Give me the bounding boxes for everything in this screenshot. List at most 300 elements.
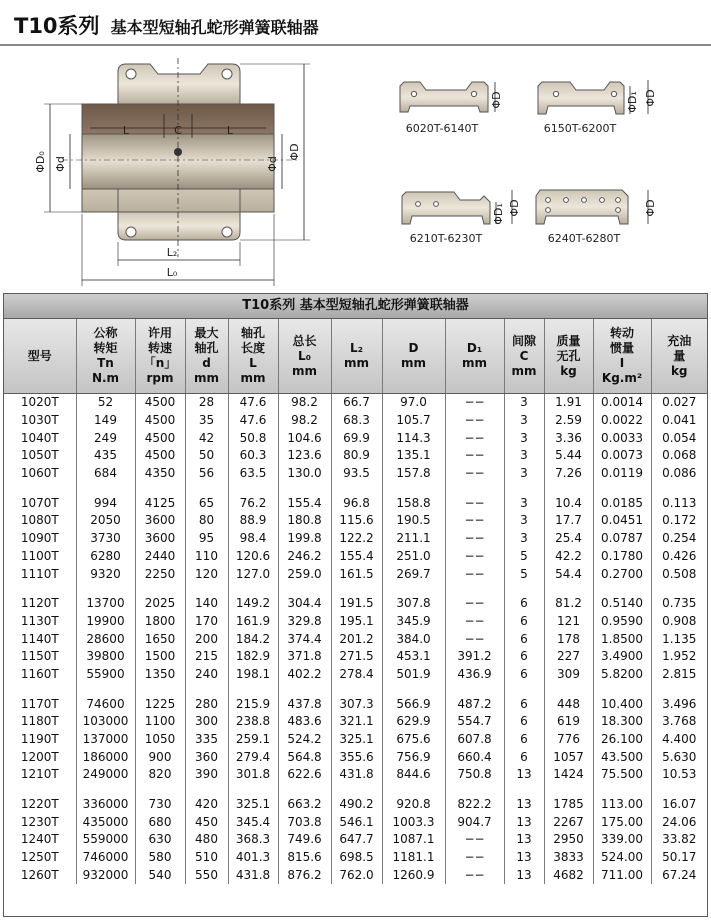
table-cell: −− xyxy=(445,565,504,583)
table-cell: −− xyxy=(445,595,504,613)
table-cell: 215 xyxy=(185,648,228,666)
column-header-line: Kg.m² xyxy=(601,371,643,385)
spacer-cell xyxy=(651,784,707,796)
table-cell: 480 xyxy=(185,831,228,849)
spacer-cell xyxy=(185,583,228,595)
table-cell: 550 xyxy=(185,867,228,885)
table-cell: 3 xyxy=(504,394,544,412)
table-cell: 524.2 xyxy=(278,731,331,749)
table-row xyxy=(4,813,707,831)
column-header-line: 轴孔 xyxy=(240,326,265,340)
column-header-9 xyxy=(504,319,544,394)
table-cell: 3 xyxy=(504,530,544,548)
spacer-cell xyxy=(593,482,651,494)
spacer-cell xyxy=(544,683,593,695)
table-cell: −− xyxy=(445,548,504,566)
table-cell: 13 xyxy=(504,867,544,885)
table-cell: 13 xyxy=(504,831,544,849)
table-cell: 1260.9 xyxy=(382,867,445,885)
column-header-4 xyxy=(228,319,278,394)
table-cell: 680 xyxy=(135,813,185,831)
table-cell: 175.00 xyxy=(593,813,651,831)
model-cell: 1200T xyxy=(4,748,76,766)
table-cell: 932000 xyxy=(76,867,135,885)
spacer-cell xyxy=(504,482,544,494)
table-cell: 711.00 xyxy=(593,867,651,885)
table-cell: 0.086 xyxy=(662,466,697,481)
model-cell: 1240T xyxy=(4,831,76,849)
table-cell: 554.7 xyxy=(445,713,504,731)
table-cell: 68.3 xyxy=(331,412,382,430)
column-header-line: L₂ xyxy=(350,341,363,355)
table-cell: 5.8200 xyxy=(593,666,651,684)
table-cell: 1500 xyxy=(135,648,185,666)
column-header-line: d xyxy=(202,356,211,370)
table-cell: 103000 xyxy=(76,713,135,731)
table-cell: 0.5140 xyxy=(593,595,651,613)
main-coupling-view xyxy=(34,58,310,286)
column-header-line: D xyxy=(408,341,419,355)
table-cell: 2950 xyxy=(544,831,593,849)
table-cell: 191.5 xyxy=(331,595,382,613)
table-cell: 1785 xyxy=(544,796,593,814)
table-cell: −− xyxy=(445,849,504,867)
table-cell: 121 xyxy=(544,613,593,631)
column-header-line: 惯量 xyxy=(609,341,634,355)
table-cell: 186000 xyxy=(76,748,135,766)
model-cell: 1090T xyxy=(4,530,76,548)
table-cell: 355.6 xyxy=(331,748,382,766)
column-header-6 xyxy=(331,319,382,394)
cover-variant-6150t-6200t xyxy=(538,80,657,135)
table-cell: 435000 xyxy=(76,813,135,831)
table-cell: 19900 xyxy=(76,613,135,631)
spacer-cell xyxy=(76,784,135,796)
table-cell: 211.1 xyxy=(382,530,445,548)
table-cell: 607.8 xyxy=(445,731,504,749)
table-cell: 149.2 xyxy=(228,595,278,613)
table-row xyxy=(4,748,707,766)
column-header-line: 长度 xyxy=(240,341,265,355)
table-row xyxy=(4,394,707,412)
column-header-line: 转矩 xyxy=(93,341,118,355)
table-row xyxy=(4,648,707,666)
spacer-cell xyxy=(331,683,382,695)
table-cell: 453.1 xyxy=(382,648,445,666)
table-cell: 698.5 xyxy=(331,849,382,867)
table-cell: 17.7 xyxy=(544,512,593,530)
column-header-line: I xyxy=(619,356,625,370)
table-cell: 178 xyxy=(544,630,593,648)
table-cell: 329.8 xyxy=(278,613,331,631)
table-cell: 42 xyxy=(185,429,228,447)
table-cell: 96.8 xyxy=(331,494,382,512)
table-row xyxy=(4,831,707,849)
spacer-cell xyxy=(76,482,135,494)
table-cell: 2440 xyxy=(135,548,185,566)
column-header-11 xyxy=(593,319,651,394)
table-cell: 1.8500 xyxy=(593,630,651,648)
spacer-cell xyxy=(4,784,76,796)
table-cell: 420 xyxy=(185,796,228,814)
cover-variant-6020t-6140t xyxy=(400,82,503,135)
table-cell: 703.8 xyxy=(278,813,331,831)
table-cell: 0.9590 xyxy=(593,613,651,631)
table-cell: 820 xyxy=(135,766,185,784)
model-cell: 1110T xyxy=(4,565,76,583)
table-cell: 2267 xyxy=(544,813,593,831)
table-cell: 95 xyxy=(185,530,228,548)
model-cell: 1210T xyxy=(4,766,76,784)
table-cell: 227 xyxy=(544,648,593,666)
table-cell: 0.0022 xyxy=(593,412,651,430)
table-cell: 249 xyxy=(76,429,135,447)
table-caption: T10系列 基本型短轴孔蛇形弹簧联轴器 xyxy=(4,294,707,319)
table-cell: 4500 xyxy=(135,447,185,465)
title-divider xyxy=(0,44,711,46)
column-header-line: rpm xyxy=(146,371,174,385)
table-row xyxy=(4,766,707,784)
table-cell: −− xyxy=(445,412,504,430)
spacer-cell xyxy=(331,784,382,796)
column-header-line: 许用 xyxy=(147,326,172,340)
table-cell: 580 xyxy=(135,849,185,867)
table-cell: 0.426 xyxy=(662,548,697,563)
table-cell: 0.0073 xyxy=(593,447,651,465)
table-cell: 278.4 xyxy=(331,666,382,684)
table-cell: 3 xyxy=(504,429,544,447)
table-row xyxy=(4,565,707,583)
table-cell: 43.500 xyxy=(593,748,651,766)
model-cell: 1180T xyxy=(4,713,76,731)
table-cell: 198.1 xyxy=(228,666,278,684)
table-cell: 368.3 xyxy=(228,831,278,849)
spacer-cell xyxy=(228,482,278,494)
model-cell: 1060T xyxy=(4,465,76,483)
spacer-cell xyxy=(185,482,228,494)
cover2-caption: 6150T-6200T xyxy=(543,122,617,135)
table-row xyxy=(4,731,707,749)
table-cell: 776 xyxy=(544,731,593,749)
table-cell: 80 xyxy=(185,512,228,530)
table-row xyxy=(4,447,707,465)
table-cell: 47.6 xyxy=(228,394,278,412)
table-cell: 104.6 xyxy=(278,429,331,447)
table-cell: 7.26 xyxy=(544,465,593,483)
table-cell: 3.36 xyxy=(544,429,593,447)
spacer-cell xyxy=(228,784,278,796)
table-cell: 63.5 xyxy=(228,465,278,483)
table-cell: 2025 xyxy=(135,595,185,613)
column-header-line: 轴孔 xyxy=(194,341,219,355)
table-cell: 135.1 xyxy=(382,447,445,465)
column-header-8 xyxy=(445,319,504,394)
table-cell: 1.91 xyxy=(544,394,593,412)
spacer-cell xyxy=(4,683,76,695)
table-cell: 6 xyxy=(504,713,544,731)
table-cell: 4500 xyxy=(135,412,185,430)
model-cell: 1190T xyxy=(4,731,76,749)
table-row xyxy=(4,530,707,548)
model-cell: 1220T xyxy=(4,796,76,814)
model-cell: 1140T xyxy=(4,630,76,648)
table-cell: 158.8 xyxy=(382,494,445,512)
table-cell: 3.768 xyxy=(662,714,697,729)
spacer-cell xyxy=(544,583,593,595)
table-cell: 182.9 xyxy=(228,648,278,666)
table-cell: 195.1 xyxy=(331,613,382,631)
table-cell: 0.0451 xyxy=(593,512,651,530)
spacer-cell xyxy=(278,482,331,494)
table-cell: 0.054 xyxy=(662,430,697,445)
spacer-cell xyxy=(228,583,278,595)
column-header-line: kg xyxy=(670,363,688,378)
table-cell: 756.9 xyxy=(382,748,445,766)
table-cell: 307.8 xyxy=(382,595,445,613)
table-cell: 3730 xyxy=(76,530,135,548)
column-header-line: 最大 xyxy=(194,326,219,340)
dim-l2: L₂ xyxy=(166,246,178,259)
table-cell: 4500 xyxy=(135,429,185,447)
cover1-caption: 6020T-6140T xyxy=(405,122,479,135)
table-cell: 566.9 xyxy=(382,695,445,713)
table-cell: −− xyxy=(445,465,504,483)
spacer-cell xyxy=(278,784,331,796)
model-cell: 1150T xyxy=(4,648,76,666)
table-cell: 6 xyxy=(504,595,544,613)
column-header-line: D₁ xyxy=(466,341,483,355)
spacer-cell xyxy=(185,683,228,695)
model-cell: 1250T xyxy=(4,849,76,867)
table-cell: 50.17 xyxy=(662,850,697,865)
table-cell: 76.2 xyxy=(228,494,278,512)
table-cell: 630 xyxy=(135,831,185,849)
table-cell: 33.82 xyxy=(662,832,697,847)
table-row xyxy=(4,666,707,684)
column-header-line: 量 xyxy=(673,348,686,363)
table-cell: 6 xyxy=(504,630,544,648)
table-cell: 2250 xyxy=(135,565,185,583)
table-cell: 170 xyxy=(185,613,228,631)
spacer-cell xyxy=(331,583,382,595)
column-header-line: 无孔 xyxy=(556,348,581,363)
table-cell: 524.00 xyxy=(593,849,651,867)
group-spacer xyxy=(4,583,707,595)
table-cell: 1225 xyxy=(135,695,185,713)
table-cell: 249000 xyxy=(76,766,135,784)
table-cell: 1650 xyxy=(135,630,185,648)
model-cell: 1260T xyxy=(4,867,76,885)
table-cell: 97.0 xyxy=(382,394,445,412)
table-cell: 1087.1 xyxy=(382,831,445,849)
table-cell: 88.9 xyxy=(228,512,278,530)
table-cell: 161.5 xyxy=(331,565,382,583)
column-header-12 xyxy=(651,319,707,394)
table-cell: 4500 xyxy=(135,394,185,412)
spacer-cell xyxy=(382,583,445,595)
spacer-cell xyxy=(445,784,504,796)
table-cell: 155.4 xyxy=(331,548,382,566)
table-cell: 401.3 xyxy=(228,849,278,867)
spacer-cell xyxy=(135,583,185,595)
spacer-cell xyxy=(445,683,504,695)
spacer-cell xyxy=(544,482,593,494)
table-cell: 10.4 xyxy=(544,494,593,512)
table-cell: 1350 xyxy=(135,666,185,684)
table-cell: 18.300 xyxy=(593,713,651,731)
table-cell: 42.2 xyxy=(544,548,593,566)
table-cell: 67.24 xyxy=(662,867,697,882)
spacer-cell xyxy=(4,482,76,494)
table-cell: 6 xyxy=(504,695,544,713)
table-cell: 35 xyxy=(185,412,228,430)
table-cell: 730 xyxy=(135,796,185,814)
table-cell: 304.4 xyxy=(278,595,331,613)
spacer-cell xyxy=(76,583,135,595)
cover1-dim: ΦD xyxy=(490,91,503,109)
table-cell: −− xyxy=(445,447,504,465)
table-cell: 149 xyxy=(76,412,135,430)
table-cell: 335 xyxy=(185,731,228,749)
table-cell: 60.3 xyxy=(228,447,278,465)
table-cell: 240 xyxy=(185,666,228,684)
table-cell: 994 xyxy=(76,494,135,512)
table-cell: 564.8 xyxy=(278,748,331,766)
table-row xyxy=(4,849,707,867)
column-header-line: 间隙 xyxy=(511,333,536,348)
table-cell: 360 xyxy=(185,748,228,766)
table-cell: 4.400 xyxy=(662,732,697,747)
cover-variant-6210t-6230t xyxy=(402,190,521,245)
column-header-line: 转速 xyxy=(147,341,172,355)
table-cell: 1.135 xyxy=(662,631,697,646)
column-header-line: mm xyxy=(461,356,487,370)
table-cell: 269.7 xyxy=(382,565,445,583)
table-cell: 5.630 xyxy=(662,749,697,764)
table-cell: 546.1 xyxy=(331,813,382,831)
table-cell: 5 xyxy=(504,565,544,583)
table-cell: 13 xyxy=(504,849,544,867)
dim-c: C xyxy=(174,124,182,137)
table-cell: 1.952 xyxy=(662,649,697,664)
table-cell: 115.6 xyxy=(331,512,382,530)
table-cell: 16.07 xyxy=(662,797,697,812)
model-cell: 1040T xyxy=(4,429,76,447)
table-cell: 762.0 xyxy=(331,867,382,885)
model-cell: 1070T xyxy=(4,494,76,512)
model-cell: 1230T xyxy=(4,813,76,831)
spacer-cell xyxy=(331,482,382,494)
column-header-line: Tn xyxy=(97,356,114,370)
table-cell: 137000 xyxy=(76,731,135,749)
table-cell: 374.4 xyxy=(278,630,331,648)
table-cell: 199.8 xyxy=(278,530,331,548)
product-subtitle: 基本型短轴孔蛇形弹簧联轴器 xyxy=(110,18,319,37)
table-cell: 180.8 xyxy=(278,512,331,530)
table-cell: 300 xyxy=(185,713,228,731)
dim-d: ΦD xyxy=(288,143,301,161)
cover3-dim1: ΦD₁ xyxy=(492,203,505,225)
model-cell: 1080T xyxy=(4,512,76,530)
spacer-cell xyxy=(504,784,544,796)
table-cell: 6 xyxy=(504,613,544,631)
table-cell: 0.0014 xyxy=(593,394,651,412)
table-cell: 13 xyxy=(504,766,544,784)
cover2-dim1: ΦD₁ xyxy=(626,91,639,113)
table-cell: 200 xyxy=(185,630,228,648)
spacer-cell xyxy=(651,482,707,494)
table-cell: 1050 xyxy=(135,731,185,749)
table-cell: 2050 xyxy=(76,512,135,530)
model-cell: 1130T xyxy=(4,613,76,631)
table-cell: 246.2 xyxy=(278,548,331,566)
table-cell: 2.815 xyxy=(662,666,697,681)
cover3-caption: 6210T-6230T xyxy=(409,232,483,245)
table-cell: 0.027 xyxy=(662,395,697,410)
table-cell: 815.6 xyxy=(278,849,331,867)
spacer-cell xyxy=(504,683,544,695)
table-cell: 325.1 xyxy=(228,796,278,814)
table-cell: 251.0 xyxy=(382,548,445,566)
table-cell: 0.2700 xyxy=(593,565,651,583)
table-cell: 345.4 xyxy=(228,813,278,831)
table-cell: 3 xyxy=(504,494,544,512)
table-cell: 3 xyxy=(504,512,544,530)
column-header-line: mm xyxy=(400,356,426,370)
table-cell: 431.8 xyxy=(228,867,278,885)
table-cell: −− xyxy=(445,530,504,548)
table-row xyxy=(4,512,707,530)
table-cell: 0.1780 xyxy=(593,548,651,566)
table-cell: 4682 xyxy=(544,867,593,885)
table-cell: 280 xyxy=(185,695,228,713)
dim-l-right: L xyxy=(226,124,234,137)
table-row xyxy=(4,796,707,814)
column-header-line: L xyxy=(249,356,257,370)
table-cell: 26.100 xyxy=(593,731,651,749)
spacer-cell xyxy=(504,583,544,595)
spacer-cell xyxy=(382,784,445,796)
table-cell: 10.400 xyxy=(593,695,651,713)
table-cell: 0.113 xyxy=(662,495,697,510)
table-cell: 201.2 xyxy=(331,630,382,648)
table-cell: 130.0 xyxy=(278,465,331,483)
column-header-1 xyxy=(76,319,135,394)
column-header-2 xyxy=(135,319,185,394)
table-cell: 0.908 xyxy=(662,613,697,628)
table-cell: 50 xyxy=(185,447,228,465)
spacer-cell xyxy=(382,683,445,695)
table-cell: 301.8 xyxy=(228,766,278,784)
table-cell: 81.2 xyxy=(544,595,593,613)
table-cell: 391.2 xyxy=(445,648,504,666)
table-cell: 876.2 xyxy=(278,867,331,885)
table-cell: 448 xyxy=(544,695,593,713)
table-cell: 6 xyxy=(504,731,544,749)
table-cell: 510 xyxy=(185,849,228,867)
table-cell: 384.0 xyxy=(382,630,445,648)
table-cell: 5 xyxy=(504,548,544,566)
table-cell: 675.6 xyxy=(382,731,445,749)
table-cell: 663.2 xyxy=(278,796,331,814)
dim-l-left: L xyxy=(122,124,130,137)
column-header-0 xyxy=(4,319,76,394)
table-cell: 3 xyxy=(504,465,544,483)
table-cell: −− xyxy=(445,831,504,849)
table-cell: 3 xyxy=(504,412,544,430)
table-header-row xyxy=(4,319,707,394)
table-cell: 684 xyxy=(76,465,135,483)
